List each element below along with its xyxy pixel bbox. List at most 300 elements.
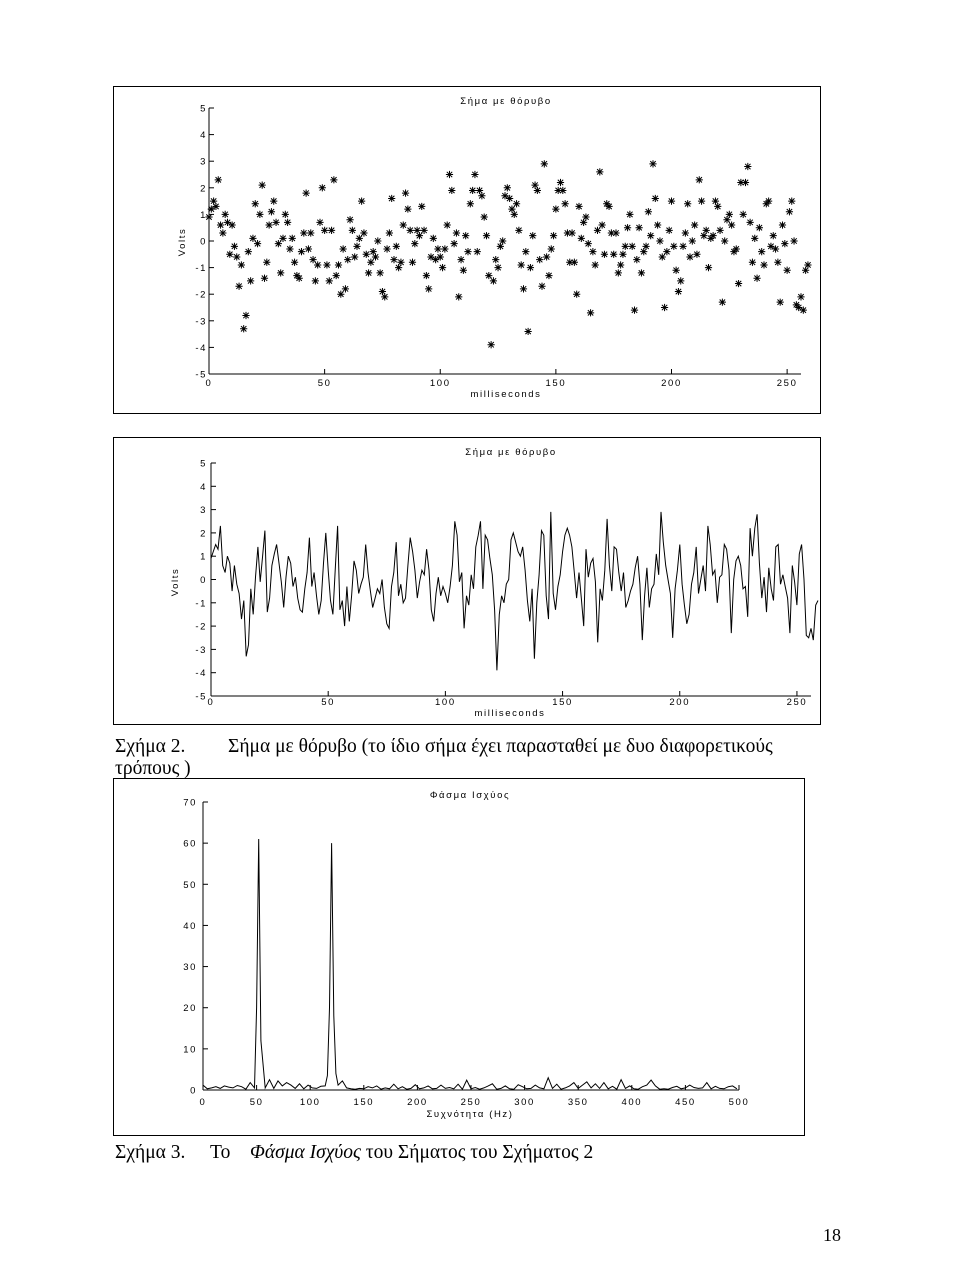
scatter-point [668,198,675,205]
scatter-point [451,240,458,247]
scatter-point [654,221,661,228]
scatter-point [747,219,754,226]
scatter-point [222,211,229,218]
caption-to: Το [210,1142,231,1163]
scatter-point [522,248,529,255]
scatter-point [282,211,289,218]
scatter-point [673,267,680,274]
scatter-point [266,221,273,228]
scatter-point [254,240,261,247]
scatter-point [247,277,254,284]
scatter-point [312,277,319,284]
scatter-point [774,259,781,266]
scatter-point [721,237,728,244]
scatter-point [263,259,270,266]
x-tick-label: 150 [545,378,567,389]
scatter-point [612,229,619,236]
scatter-point [622,243,629,250]
y-tick-label: 3 [200,505,207,517]
scatter-point [633,256,640,263]
y-tick-label: -4 [195,668,207,680]
scatter-point [330,176,337,183]
scatter-point [515,227,522,234]
scatter-point [215,176,222,183]
x-axis-label: Συχνότητα (Hz) [426,1109,514,1120]
scatter-point [231,243,238,250]
scatter-point [446,171,453,178]
scatter-point [689,237,696,244]
scatter-point [298,248,305,255]
caption-text-continued: τρόπους ) [115,758,191,779]
scatter-point [404,205,411,212]
scatter-point [423,272,430,279]
scatter-point [425,285,432,292]
x-tick-label: 100 [299,1097,321,1108]
chart-title: Σήμα με θόρυβο [460,96,552,107]
signal-line [211,512,818,671]
scatter-point [601,251,608,258]
scatter-point [407,227,414,234]
scatter-point [675,288,682,295]
x-axis-label: milliseconds [470,389,542,400]
scatter-point [631,307,638,314]
caption-label: Σχήμα 3. [115,1142,186,1163]
scatter-point [439,264,446,271]
scatter-point [670,243,677,250]
scatter-point [696,176,703,183]
scatter-point [642,243,649,250]
x-axis-label: milliseconds [474,708,546,719]
scatter-point [390,256,397,263]
scatter-point [693,251,700,258]
y-tick-label: -5 [195,691,207,703]
scatter-point [277,269,284,276]
scatter-point [758,248,765,255]
scatter-point [710,232,717,239]
power-spectrum-chart [113,778,805,1136]
scatter-point [691,221,698,228]
figure-3-caption [115,1141,185,1164]
scatter-point [772,245,779,252]
spectrum-line [203,839,737,1089]
scatter-point [573,291,580,298]
scatter-point [726,211,733,218]
scatter-point [360,229,367,236]
x-tick-label: 400 [621,1097,643,1108]
scatter-point [777,299,784,306]
scatter-point [303,190,310,197]
scatter-point [677,277,684,284]
scatter-point [344,256,351,263]
x-tick-label: 150 [552,697,573,708]
scatter-point [559,187,566,194]
scatter-point [402,190,409,197]
scatter-point [753,275,760,282]
scatter-point [714,203,721,210]
scatter-point [448,187,455,194]
scatter-point [511,211,518,218]
scatter-point [217,221,224,228]
scatter-point [589,248,596,255]
figure-2-caption-body [228,735,773,758]
scatter-point [235,283,242,290]
x-tick-label: 50 [317,378,332,389]
y-tick-label: -3 [195,316,207,328]
scatter-point [733,245,740,252]
scatter-point [786,208,793,215]
y-tick-label: 2 [200,528,207,540]
scatter-point [351,253,358,260]
scatter-point [434,245,441,252]
y-tick-label: 5 [200,103,207,115]
y-tick-label: 40 [183,920,197,932]
scatter-point [358,198,365,205]
scatter-point [326,277,333,284]
scatter-point [377,269,384,276]
y-tick-label: 60 [183,838,197,850]
scatter-point [552,205,559,212]
scatter-point [605,203,612,210]
y-tick-label: 50 [183,879,197,891]
scatter-point [626,211,633,218]
scatter-point [538,283,545,290]
scatter-point [307,229,314,236]
caption-italic: Φάσμα Ισχύος [250,1142,361,1163]
x-tick-label: 0 [205,378,213,389]
scatter-point [291,259,298,266]
caption-label: Σχήμα 2. [115,736,186,757]
scatter-point [545,272,552,279]
scatter-point [599,221,606,228]
page-number: 18 [823,1225,841,1245]
x-tick-label: 250 [776,378,798,389]
scatter-point [735,280,742,287]
scatter-point [663,248,670,255]
caption-bold-title: Σήμα με θόρυβο [228,736,357,757]
scatter-point [492,256,499,263]
scatter-point [703,227,710,234]
scatter-point [525,328,532,335]
scatter-point [578,235,585,242]
scatter-point [464,248,471,255]
y-tick-label: 4 [200,130,207,142]
scatter-point [240,325,247,332]
scatter-point [686,253,693,260]
scatter-point [259,182,266,189]
scatter-point [765,198,772,205]
scatter-point [212,203,219,210]
y-tick-label: -4 [195,342,207,354]
scatter-point [261,275,268,282]
scatter-point [418,203,425,210]
scatter-point [504,184,511,191]
scatter-point [797,293,804,300]
scatter-point [742,179,749,186]
y-tick-label: 70 [183,797,197,809]
scatter-point [645,208,652,215]
scatter-point [328,227,335,234]
scatter-point [636,224,643,231]
scatter-point [562,200,569,207]
scatter-point [353,243,360,250]
caption-rest: του Σήματος του Σχήματος 2 [360,1142,594,1163]
scatter-point [233,253,240,260]
scatter-point [679,243,686,250]
x-tick-label: 250 [460,1097,482,1108]
y-tick-label: -2 [195,289,207,301]
scatter-point [499,237,506,244]
scatter-point [400,221,407,228]
x-tick-label: 50 [321,697,336,708]
scatter-point [550,232,557,239]
chart-title: Φάσμα Ισχύος [429,790,511,801]
x-tick-label: 300 [514,1097,535,1108]
figure-2-caption [115,735,185,758]
scatter-point [381,293,388,300]
scatter-point [455,293,462,300]
scatter-point [751,235,758,242]
scatter-point [321,227,328,234]
scatter-point [430,235,437,242]
scatter-point [272,219,279,226]
scatter-point [536,256,543,263]
y-tick-label: 10 [183,1044,197,1056]
scatter-point [587,309,594,316]
scatter-point [548,245,555,252]
chart-frame [114,438,821,725]
scatter-point [420,227,427,234]
chart-frame [114,779,805,1136]
y-tick-label: -2 [195,621,207,633]
caption-text: (το ίδιο σήμα έχει παρασταθεί με δυο διαφορετικούς [356,736,773,757]
scatter-point [333,272,340,279]
scatter-point [316,219,323,226]
scatter-point [527,264,534,271]
scatter-point [596,168,603,175]
scatter-point [624,224,631,231]
scatter-point [365,269,372,276]
scatter-point [629,243,636,250]
scatter-point [784,267,791,274]
scatter-point [494,264,501,271]
scatter-point [457,256,464,263]
noisy-signal-line-chart [113,437,821,725]
x-tick-label: 250 [786,697,808,708]
scatter-point [790,237,797,244]
scatter-point [242,312,249,319]
scatter-point [226,251,233,258]
scatter-point [800,307,807,314]
scatter-point [728,221,735,228]
scatter-point [444,221,451,228]
scatter-point [474,248,481,255]
scatter-point [756,224,763,231]
scatter-point [682,229,689,236]
scatter-point [488,341,495,348]
figure-2-caption-line2 [115,757,191,780]
scatter-point [383,245,390,252]
y-tick-label: -3 [195,644,207,656]
scatter-point [279,235,286,242]
scatter-point [342,285,349,292]
scatter-point [666,227,673,234]
scatter-point [649,160,656,167]
scatter-point [518,261,525,268]
scatter-point [684,200,691,207]
scatter-point [760,261,767,268]
x-tick-label: 450 [675,1097,696,1108]
scatter-point [719,299,726,306]
scatter-point [469,187,476,194]
figure-3-caption-rest [250,1141,593,1164]
scatter-point [779,221,786,228]
scatter-point [582,213,589,220]
y-tick-label: 30 [183,962,197,974]
scatter-point [460,267,467,274]
scatter-point [647,232,654,239]
y-tick-label: 0 [190,1085,197,1097]
scatter-point [656,237,663,244]
x-tick-label: 0 [207,697,215,708]
scatter-point [314,261,321,268]
scatter-point [238,261,245,268]
scatter-point [252,200,259,207]
x-tick-label: 100 [429,378,451,389]
x-tick-label: 200 [407,1097,428,1108]
y-tick-label: 1 [200,551,207,563]
x-tick-label: 0 [199,1097,207,1108]
scatter-point [483,232,490,239]
scatter-point [543,253,550,260]
scatter-point [284,219,291,226]
scatter-point [557,179,564,186]
scatter-point [740,211,747,218]
scatter-point [296,275,303,282]
x-tick-label: 500 [728,1097,750,1108]
x-tick-label: 150 [353,1097,375,1108]
y-tick-label: -1 [195,263,207,275]
scatter-point [289,235,296,242]
scatter-point [335,261,342,268]
scatter-point [661,304,668,311]
scatter-point [529,232,536,239]
scatter-point [770,232,777,239]
figure-3-caption-body [210,1141,230,1164]
x-tick-label: 350 [567,1097,589,1108]
scatter-point [534,187,541,194]
scatter-point [749,259,756,266]
scatter-point [744,163,751,170]
scatter-point [617,261,624,268]
scatter-point [467,200,474,207]
scatter-point [705,264,712,271]
x-tick-label: 200 [669,697,691,708]
scatter-point [409,259,416,266]
scatter-point [513,200,520,207]
scatter-point [229,221,236,228]
scatter-point [520,285,527,292]
x-tick-label: 200 [661,378,682,389]
scatter-point [610,251,617,258]
scatter-point [781,240,788,247]
scatter-point [300,229,307,236]
scatter-point [441,245,448,252]
scatter-point [397,259,404,266]
y-tick-label: -5 [195,369,207,381]
scatter-point [372,253,379,260]
y-axis-label: Volts [177,227,188,257]
noisy-signal-scatter-chart [113,86,821,414]
y-tick-label: 1 [200,209,207,221]
scatter-point [363,251,370,258]
scatter-point [393,243,400,250]
scatter-point [340,245,347,252]
y-tick-label: -1 [195,598,207,610]
y-tick-label: 20 [183,1003,197,1015]
scatter-point [638,269,645,276]
scatter-point [205,213,212,220]
scatter-point [541,160,548,167]
scatter-point [245,248,252,255]
scatter-point [592,261,599,268]
scatter-point [453,229,460,236]
scatter-point [619,251,626,258]
scatter-point [568,229,575,236]
y-tick-label: 0 [200,236,207,248]
scatter-point [804,261,811,268]
scatter-point [615,269,622,276]
scatter-point [305,245,312,252]
scatter-point [471,171,478,178]
scatter-point [462,232,469,239]
scatter-point [571,259,578,266]
scatter-point [437,253,444,260]
scatter-point [374,237,381,244]
y-tick-label: 0 [200,575,207,586]
scatter-point [319,184,326,191]
scatter-point [490,277,497,284]
scatter-point [386,229,393,236]
scatter-point [388,195,395,202]
scatter-point [788,198,795,205]
scatter-point [349,227,356,234]
y-axis-label: Volts [170,567,181,597]
y-tick-label: 4 [200,481,207,493]
y-tick-label: 5 [200,458,207,470]
scatter-point [652,195,659,202]
scatter-point [506,195,513,202]
scatter-point [256,211,263,218]
scatter-point [716,227,723,234]
scatter-point [585,240,592,247]
scatter-point [698,198,705,205]
scatter-point [346,216,353,223]
y-tick-label: 3 [200,156,207,168]
scatter-point [268,208,275,215]
scatter-point [481,213,488,220]
scatter-point [575,203,582,210]
scatter-point [478,192,485,199]
x-tick-label: 100 [435,697,456,708]
scatter-point [286,245,293,252]
y-tick-label: 2 [200,183,207,195]
chart-title: Σήμα με θόρυβο [465,447,557,458]
scatter-point [219,229,226,236]
scatter-point [270,198,277,205]
x-tick-label: 50 [249,1097,264,1108]
scatter-point [323,261,330,268]
scatter-point [411,240,418,247]
